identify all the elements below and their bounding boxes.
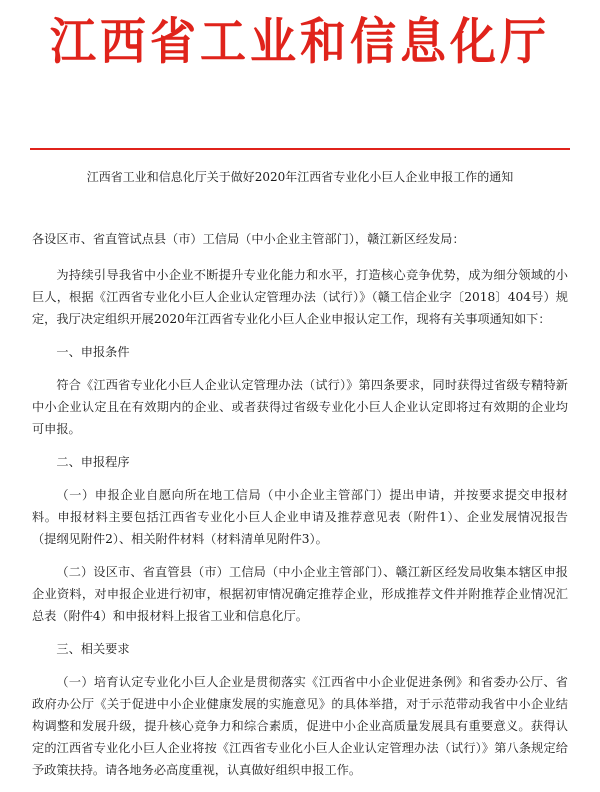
- masthead-title: 江西省工业和信息化厅: [50, 11, 550, 71]
- intro-paragraph: 为持续引导我省中小企业不断提升专业化能力和水平，打造核心竞争优势，成为细分领域的小巨人，根据《江西省专业化小巨人企业认定管理办法（试行）》（赣工信企业字〔2018〕404号）规定，我厅决定组织开展2020年江西省专业化小巨人企业申报认定工作，现将有关事项通知如下：: [32, 268, 568, 326]
- section-heading-requirements: 三、相关要求: [56, 642, 130, 656]
- section-heading-procedure: 二、申报程序: [56, 455, 130, 469]
- procedure-paragraph-1: （一）申报企业自愿向所在地工信局（中小企业主管部门）提出申请，并按要求提交申报材料。申报材料主要包括江西省专业化小巨人企业申请及推荐意见表（附件1）、企业发展情况报告（提纲见附件2）、相关附件材料（材料清单见附件3）。: [32, 488, 568, 546]
- notice-body: [32, 228, 568, 792]
- requirements-paragraph-1: （一）培育认定专业化小巨人企业是贯彻落实《江西省中小企业促进条例》和省委办公厅、省政府办公厅《关于促进中小企业健康发展的实施意见》的具体举措，对于示范带动我省中小企业结构调整和发展升级，提升核心竞争力和综合素质，促进中小企业高质量发展具有重要意义。获得认定的江西省专业化小巨人企业将按《江西省专业化小巨人企业认定管理办法（试行）》第八条规定给予政策扶持。请各地务必高度重视，认真做好组织申报工作。: [32, 675, 568, 777]
- procedure-paragraph-2: （二）设区市、省直管县（市）工信局（中小企业主管部门）、赣江新区经发局收集本辖区申报企业资料，对申报企业进行初审，根据初审情况确定推荐企业，形成推荐文件并附推荐企业情况汇总表（附件4）和申报材料上报省工业和信息化厅。: [32, 565, 568, 623]
- section-heading-conditions: 一、申报条件: [56, 345, 130, 359]
- conditions-paragraph: 符合《江西省专业化小巨人企业认定管理办法（试行）》第四条要求，同时获得过省级专精特新中小企业认定且在有效期内的企业、或者获得过省级专业化小巨人企业认定即将过有效期的企业均可申报。: [32, 378, 568, 436]
- red-divider-line: [30, 148, 570, 150]
- notice-title: 江西省工业和信息化厅关于做好2020年江西省专业化小巨人企业申报工作的通知: [86, 170, 514, 184]
- addressee-line: 各设区市、省直管试点县（市）工信局（中小企业主管部门），赣江新区经发局：: [32, 232, 465, 246]
